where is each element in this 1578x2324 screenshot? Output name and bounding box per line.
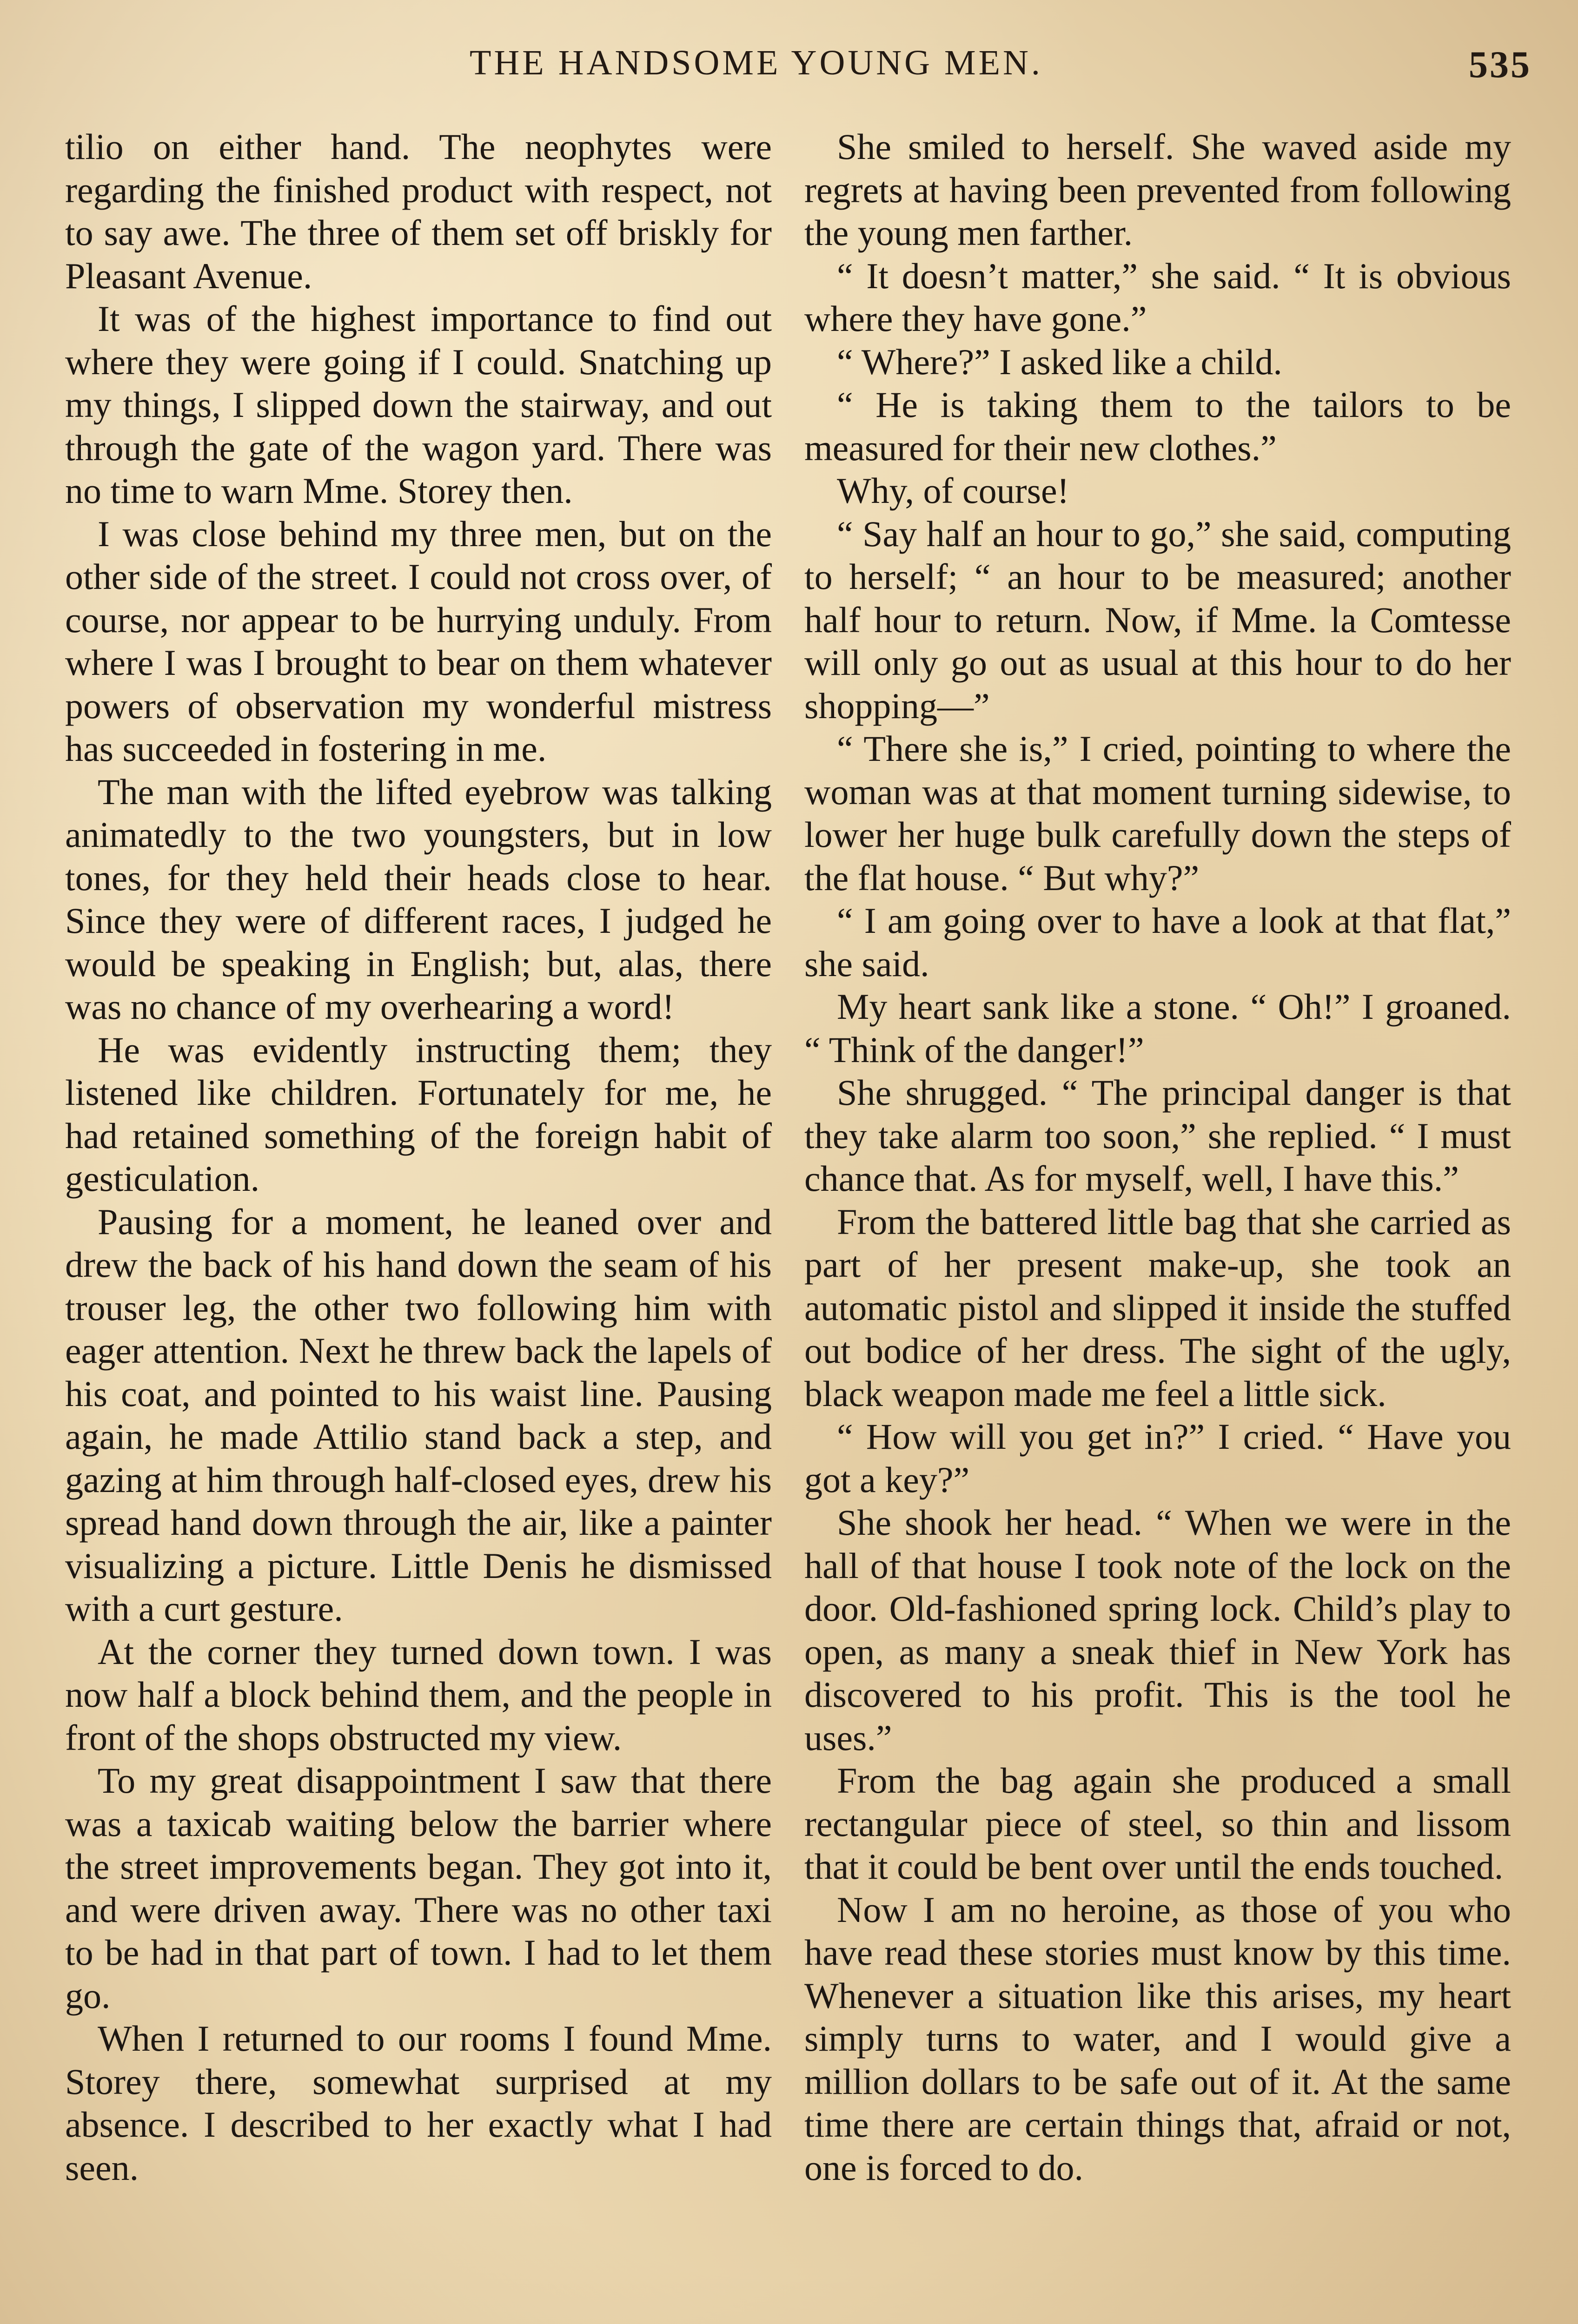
paragraph: I was close behind my three men, but on the other side of the street. I could not cross over, of course, nor appear to be hurrying unduly. From where I was I brought to bear on them whatever powers of observation my wonderful mistress has succeeded in fostering in me. xyxy=(65,513,772,769)
page-number: 535 xyxy=(1469,43,1532,86)
running-head xyxy=(65,43,1578,99)
paragraph: He was evidently instructing them; they listened like children. Fortunately for me, he had retained something of the foreign habit of gesticulation. xyxy=(65,1029,772,1199)
paragraph: She smiled to herself. She waved aside my regrets at having been prevented from following the young men farther. xyxy=(804,126,1511,253)
paragraph: Pausing for a moment, he leaned over and drew the back of his hand down the seam of his trouser leg, the other two following him with eager attention. Next he threw back the lapels of his coat, and pointed to his waist line. Pausing again, he made Attilio stand back a step, and gazing at him through half-closed eyes, drew his spread hand down through the air, like a painter visualizing a picture. Little Denis he dismissed with a curt gesture. xyxy=(65,1201,772,1629)
paragraph: tilio on either hand. The neophytes were regarding the finished product with respect, not to say awe. The three of them set off briskly for Pleasant Avenue. xyxy=(65,126,772,296)
paragraph: “ How will you get in?” I cried. “ Have you got a key?” xyxy=(804,1416,1511,1500)
paragraph: “ I am going over to have a look at that flat,” she said. xyxy=(804,900,1511,984)
paragraph: “ There she is,” I cried, pointing to where the woman was at that moment turning sidewise, to lower her huge bulk carefully down the steps of the flat house. “ But why?” xyxy=(804,728,1511,898)
paragraph: “ Where?” I asked like a child. xyxy=(837,341,1282,382)
paragraph: Now I am no heroine, as those of you who have read these stories must know by this time. Whenever a situation like this arises, my heart simply turns to water, and I would give a million dollars to be safe out of it. At the same time there are certain things that, afraid or not, one is forced to do. xyxy=(804,1889,1511,2188)
paragraph: It was of the highest importance to find out where they were going if I could. Snatching up my things, I slipped down the stairway, and out through the gate of the wagon yard. There was no time to warn Mme. Storey then. xyxy=(65,298,772,511)
paragraph: From the bag again she produced a small rectangular piece of steel, so thin and lissom that it could be bent over until the ends touched. xyxy=(804,1760,1511,1887)
paragraph: “ It doesn’t matter,” she said. “ It is obvious where they have gone.” xyxy=(804,255,1511,339)
running-title: THE HANDSOME YOUNG MEN. xyxy=(470,43,1043,82)
paragraph: At the corner they turned down town. I was now half a block behind them, and the people in front of the shops obstructed my view. xyxy=(65,1631,772,1758)
paragraph: She shrugged. “ The principal danger is that they take alarm too soon,” she replied. “ I must chance that. As for myself, well, I have this.” xyxy=(804,1072,1511,1199)
paragraph: The man with the lifted eyebrow was talking animatedly to the two youngsters, but in low tones, for they held their heads close to hear. Since they were of different races, I judged he would be speaking in English; but, alas, there was no chance of my overhearing a word! xyxy=(65,771,772,1027)
paragraph: To my great disappointment I saw that there was a taxicab waiting below the barrier where the street improvements began. They got into it, and were driven away. There was no other taxi to be had in that part of town. I had to let them go. xyxy=(65,1760,772,2016)
paragraph: She shook her head. “ When we were in the hall of that house I took note of the lock on the door. Old-fashioned spring lock. Child’s play to open, as many a sneak thief in New York has discovered to his profit. This is the tool he uses.” xyxy=(804,1502,1511,1758)
left-text-column xyxy=(65,125,772,2189)
paragraph: My heart sank like a stone. “ Oh!” I groaned. “ Think of the danger!” xyxy=(804,986,1511,1070)
paragraph: “ Say half an hour to go,” she said, computing to herself; “ an hour to be measured; another half hour to return. Now, if Mme. la Comtesse will only go out as usual at this hour to do her shopping—” xyxy=(804,513,1511,726)
paragraph: When I returned to our rooms I found Mme. Storey there, somewhat surprised at my absence. I described to her exactly what I had seen. xyxy=(65,2018,772,2188)
paragraph: From the battered little bag that she carried as part of her present make-up, she took an automatic pistol and slipped it inside the stuffed out bodice of her dress. The sight of the ugly, black weapon made me feel a little sick. xyxy=(804,1201,1511,1414)
paragraph: “ He is taking them to the tailors to be measured for their new clothes.” xyxy=(804,384,1511,468)
right-text-column xyxy=(804,125,1511,2189)
paragraph: Why, of course! xyxy=(837,470,1069,511)
